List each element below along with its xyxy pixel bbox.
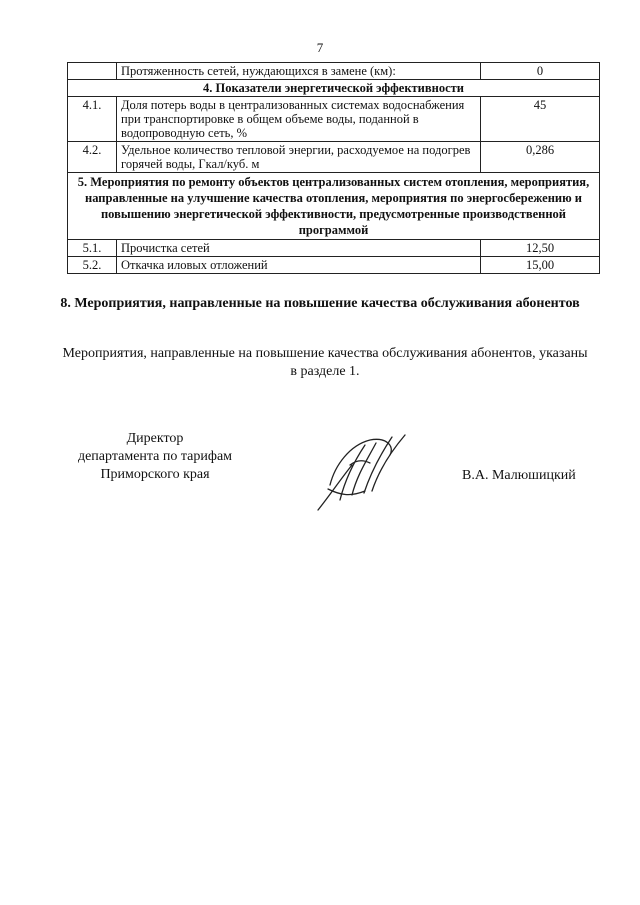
row-number: 4.1. — [68, 97, 117, 142]
section-header-row — [68, 80, 600, 97]
indicators-table — [67, 62, 600, 274]
table-row — [68, 63, 600, 80]
row-number: 4.2. — [68, 142, 117, 173]
row-label: Откачка иловых отложений — [117, 257, 481, 274]
table-row — [68, 142, 600, 173]
position-line: Директор — [126, 431, 184, 446]
table-row — [68, 97, 600, 142]
row-number: 5.1. — [68, 240, 117, 257]
row-label: Доля потерь воды в централизованных системах водоснабжения при транспортировке в общем объеме воды, поданной в водопроводную сеть, % — [117, 97, 481, 142]
row-number: 5.2. — [68, 257, 117, 274]
row-label: Протяженность сетей, нуждающихся в замене (км): — [117, 63, 481, 80]
row-value: 45 — [481, 97, 600, 142]
section-5-title: 5. Мероприятия по ремонту объектов централизованных систем отопления, мероприятия, направленные на улучшение качества отопления, мероприятия по энергосбережению и повышению энергетической эффективности, предусмотренные производственной программой — [68, 173, 600, 240]
row-value: 12,50 — [481, 240, 600, 257]
position-line: Приморского края — [100, 467, 210, 482]
row-number — [68, 63, 117, 80]
section-8-heading — [0, 295, 640, 312]
row-label: Прочистка сетей — [117, 240, 481, 257]
row-value: 15,00 — [481, 257, 600, 274]
table-row — [68, 257, 600, 274]
row-value: 0,286 — [481, 142, 600, 173]
row-label: Удельное количество тепловой энергии, расходуемое на подогрев горячей воды, Гкал/куб. м — [117, 142, 481, 173]
section-4-title: 4. Показатели энергетической эффективности — [68, 80, 600, 97]
handwritten-signature — [310, 425, 420, 515]
table-row — [68, 240, 600, 257]
row-value: 0 — [481, 63, 600, 80]
section-8-heading-text: 8. Мероприятия, направленные на повышение качества обслуживания абонентов — [60, 296, 580, 311]
signatory-position — [60, 430, 250, 484]
section-8-text: Мероприятия, направленные на повышение качества обслуживания абонентов, указаны в разделе 1. — [62, 346, 588, 379]
position-line: департамента по тарифам — [77, 449, 233, 464]
page-number: 7 — [316, 40, 324, 55]
signatory-name: В.А. Малюшицкий — [462, 468, 576, 483]
section-header-row — [68, 173, 600, 240]
